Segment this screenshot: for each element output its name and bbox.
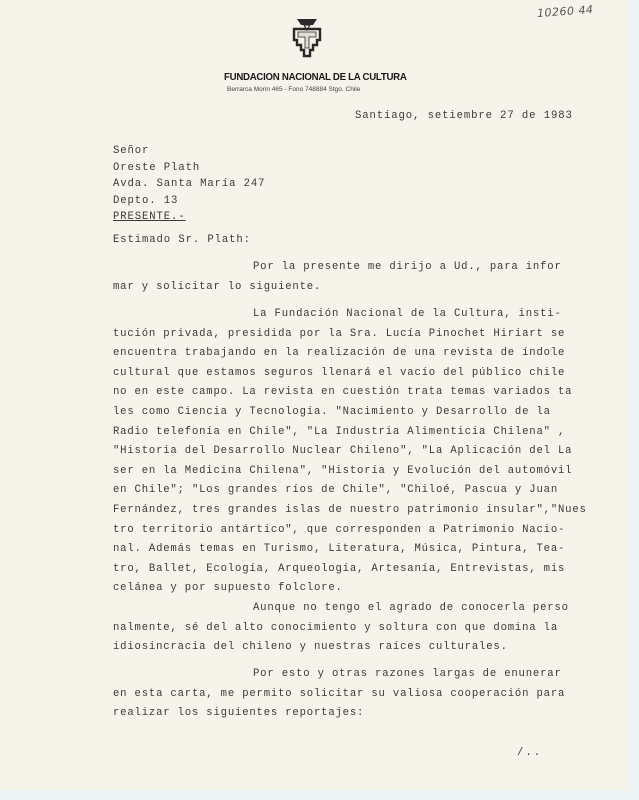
paragraph-line: Por la presente me dirijo a Ud., para infor <box>253 261 562 273</box>
paragraph-line: nalmente, sé del alto conocimiento y soltura con que domina la <box>113 621 558 634</box>
recipient-name: Oreste Plath <box>113 161 201 174</box>
greeting: Estimado Sr. Plath: <box>113 234 251 246</box>
organization-name: FUNDACION NACIONAL DE LA CULTURA <box>224 71 407 83</box>
paragraph-line: ser en la Medicina Chilena", "Historia y Evolución del automóvil <box>113 464 573 477</box>
paragraph-line: no en este campo. La revista en cuestión trata temas variados ta <box>113 386 573 399</box>
paragraph-line: Fernández, tres grandes islas de nuestro patrimonio insular","Nues <box>113 503 587 516</box>
paragraph-request <box>113 665 565 724</box>
paragraph-line: tución privada, presidida por la Sra. Lucía Pinochet Hiriart se <box>113 327 566 340</box>
paragraph-line: "Historia del Desarrollo Nuclear Chileno", "La Aplicación del La <box>113 445 573 458</box>
organization-address: Berrarca Morin 465 - Fono 748884 Stgo. Chile <box>227 86 361 93</box>
paragraph-line: Radio telefonía en Chile", "La Industria Alimenticia Chilena" , <box>113 425 566 438</box>
paragraph-acquaintance <box>113 599 569 658</box>
paragraph-line: tro, Ballet, Ecología, Arqueología, Artesanía, Entrevistas, mis <box>113 562 566 575</box>
paragraph-line: Aunque no tengo el agrado de conocerla perso <box>253 602 569 614</box>
paragraph-line: nal. Además temas en Turismo, Literatura, Música, Pintura, Tea- <box>113 543 566 556</box>
foundation-logo-icon <box>291 18 323 58</box>
paragraph-line: idiosincracia del chileno y nuestras raíces culturales. <box>113 641 508 654</box>
recipient-block <box>113 143 265 226</box>
paragraph-line: les como Ciencia y Tecnología. "Nacimiento y Desarrollo de la <box>113 405 551 418</box>
paragraph-line: realizar los siguientes reportajes: <box>113 707 365 720</box>
paragraph-line: en esta carta, me permito solicitar su valiosa cooperación para <box>113 687 566 700</box>
continued-mark: /.. <box>517 747 543 759</box>
recipient-presente: PRESENTE.- <box>113 211 186 223</box>
paragraph-line: cultural que estamos seguros llenará el vacío del público chile <box>113 366 566 379</box>
date-line: Santiago, setiembre 27 de 1983 <box>355 110 573 122</box>
paragraph-line: mar y solicitar lo siguiente. <box>113 280 322 293</box>
paragraph-line: en Chile"; "Los grandes ríos de Chile", "Chiloé, Pascua y Juan <box>113 484 558 497</box>
paragraph-line: La Fundación Nacional de la Cultura, insti- <box>253 308 562 320</box>
handwritten-archive-number: 10260 44 <box>536 3 594 20</box>
paragraph-line: Por esto y otras razones largas de enunerar <box>253 668 562 680</box>
recipient-title: Señor <box>113 145 150 157</box>
recipient-street: Avda. Santa María 247 <box>113 178 266 190</box>
recipient-apartment: Depto. 13 <box>113 194 179 207</box>
paragraph-intro <box>113 258 562 297</box>
paragraph-line: celánea y por supuesto folclore. <box>113 582 343 595</box>
paragraph-line: tro territorio antártico", que corresponden a Patrimonio Nacio- <box>113 523 566 536</box>
paragraph-line: encuentra trabajando en la realización de una revista de índole <box>113 347 566 360</box>
paragraph-foundation <box>113 305 587 599</box>
